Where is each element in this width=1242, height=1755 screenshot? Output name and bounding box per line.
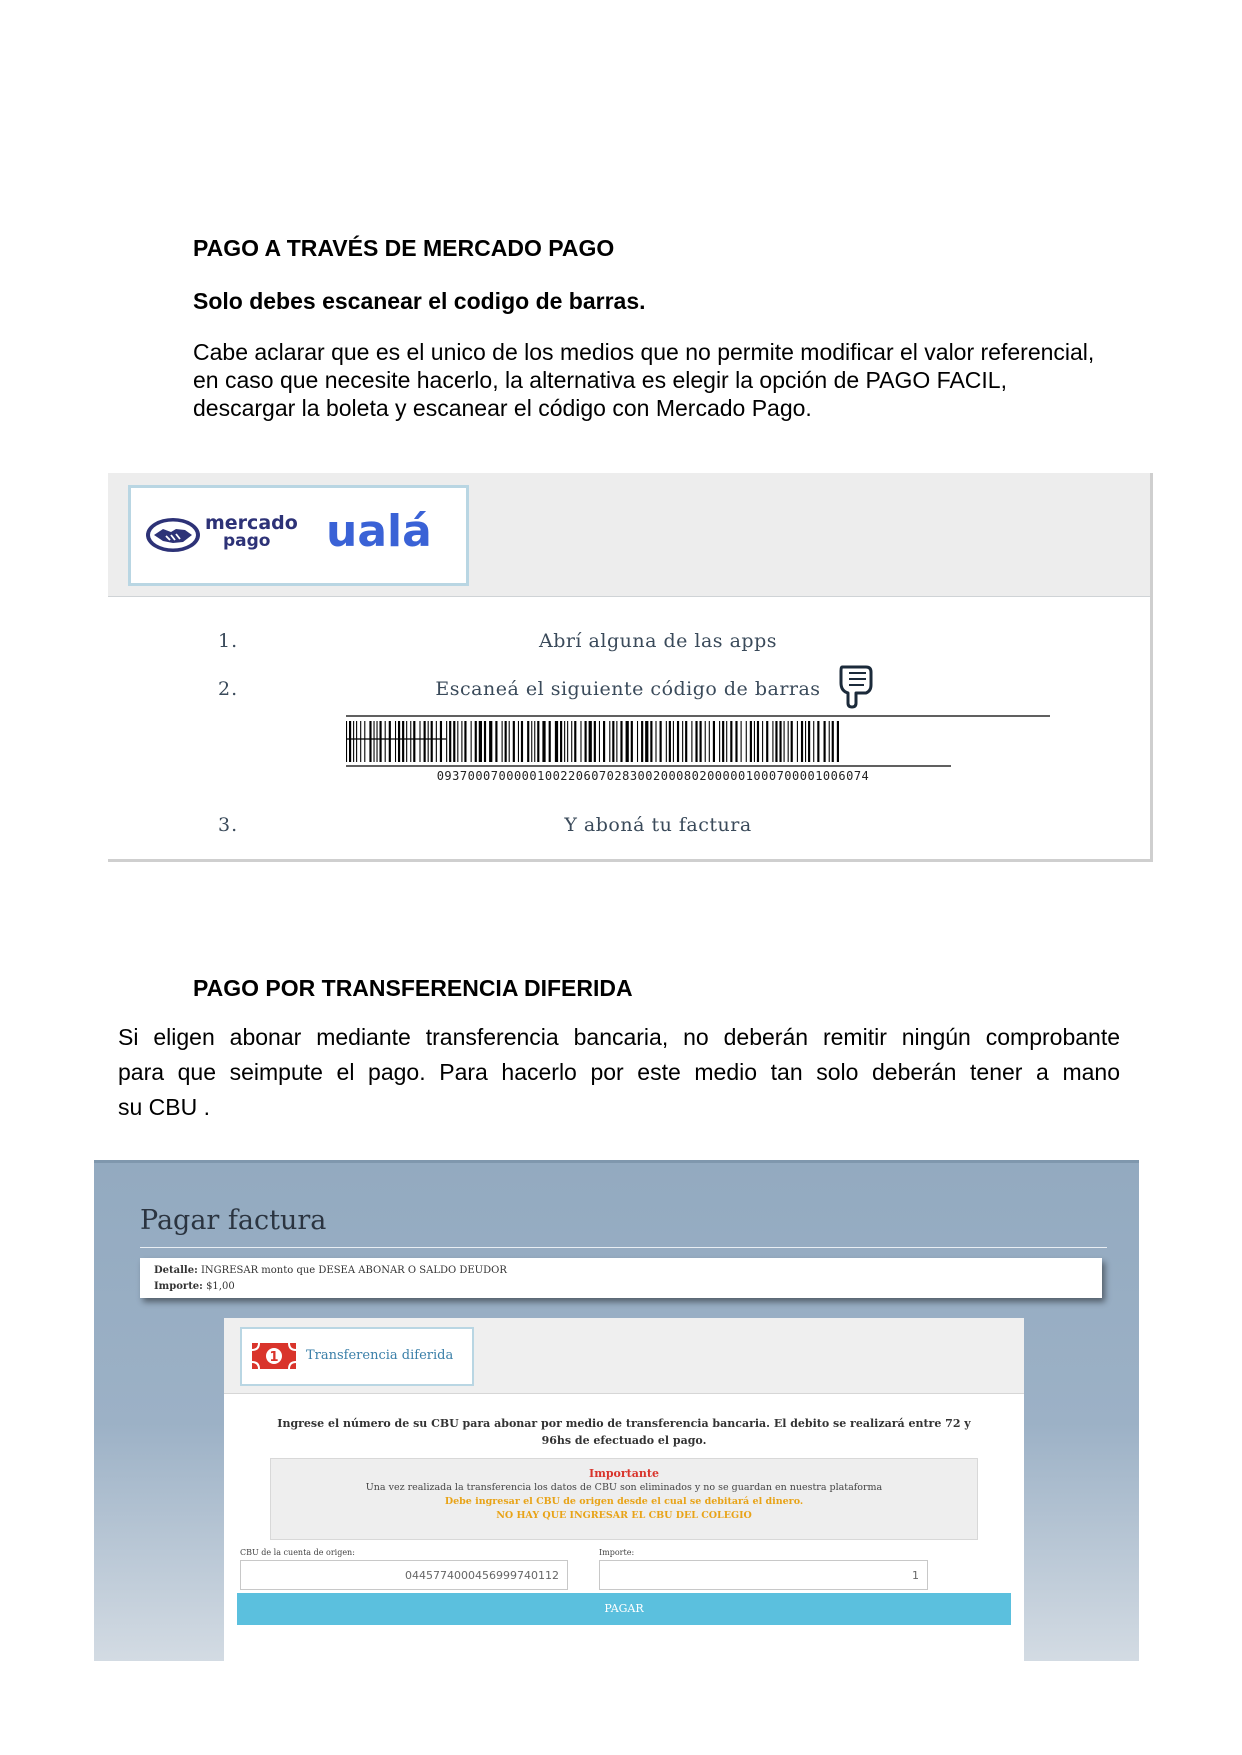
barcode-bar — [440, 721, 442, 762]
barcode-bar — [574, 721, 576, 762]
barcode-bar — [349, 721, 351, 762]
barcode-bar — [612, 721, 614, 762]
section2-paragraph — [118, 1020, 1120, 1125]
barcode-bar — [364, 721, 365, 762]
barcode-bar — [788, 721, 789, 762]
section2-heading: PAGO POR TRANSFERENCIA DIFERIDA — [193, 975, 633, 1001]
payment-apps-logos — [128, 485, 469, 586]
barcode-bar — [599, 721, 600, 762]
step-1-number: 1. — [218, 630, 239, 652]
barcode-bar — [413, 721, 415, 762]
barcode-bar — [369, 721, 371, 762]
barcode-bar — [406, 721, 407, 762]
barcode-bar — [479, 721, 482, 762]
barcode-bar — [549, 721, 551, 762]
banknote-icon — [251, 1342, 297, 1370]
barcode-bar — [513, 721, 515, 762]
title-divider — [140, 1247, 1107, 1248]
importe-field-label: Importe: — [599, 1548, 635, 1557]
barcode-bar — [666, 721, 667, 762]
page-title: Pagar factura — [140, 1205, 327, 1236]
step-2-number: 2. — [218, 678, 239, 700]
barcode-bar — [655, 721, 656, 762]
pago-logo-text: pago — [223, 531, 271, 551]
barcode-bar — [722, 721, 724, 762]
mp-panel-header — [108, 473, 1150, 597]
barcode-bar — [808, 721, 810, 762]
barcode-bar — [832, 721, 834, 762]
barcode-bar — [609, 721, 610, 762]
barcode-bar — [691, 721, 692, 762]
paragraph-line: descargar la boleta y escanear el código con Mercado Pago. — [193, 395, 812, 421]
barcode-bar — [824, 721, 826, 762]
step-1-text: Abrí alguna de las apps — [538, 630, 778, 652]
barcode-bar — [410, 721, 411, 762]
barcode-bar — [436, 721, 437, 762]
barcode-bar — [631, 721, 633, 762]
barcode-bar — [461, 721, 462, 762]
barcode-bar — [677, 721, 679, 762]
barcode-bar — [791, 721, 793, 762]
payment-card-header — [224, 1318, 1024, 1394]
barcode-bar — [505, 721, 507, 762]
barcode-bar — [650, 721, 652, 762]
barcode-bar — [779, 721, 781, 762]
barcode-bar — [685, 721, 687, 762]
transfer-instructions: Ingrese el número de su CBU para abonar por medio de transferencia bancaria. El debito se realizará entre 72 y 96hs de efectuado el pago. — [277, 1417, 971, 1447]
barcode-bar — [495, 721, 497, 762]
barcode-bar — [379, 721, 381, 762]
barcode-number: 09370007000001002206070283002000802000001000700001006074 — [436, 769, 870, 783]
barcode-bar — [431, 721, 433, 762]
barcode-bar — [555, 721, 558, 762]
barcode-bar — [571, 721, 572, 762]
barcode-bar — [531, 721, 532, 762]
important-notice — [270, 1458, 978, 1540]
barcode-bar — [471, 721, 472, 762]
barcode-bar — [353, 721, 354, 762]
paragraph-line: Cabe aclarar que es el unico de los medios que no permite modificar el valor referencial, — [193, 339, 1095, 365]
barcode-bar — [502, 721, 503, 762]
svg-text:1: 1 — [269, 1350, 279, 1365]
barcode-bar — [376, 721, 377, 762]
barcode-bar — [457, 721, 458, 762]
notice-line: Una vez realizada la transferencia los datos de CBU son eliminados y no se guardan en nuestra plataforma — [365, 1482, 883, 1493]
barcode-bar — [682, 721, 683, 762]
barcode-bar — [813, 721, 814, 762]
barcode-bar — [527, 721, 529, 762]
barcode-bar — [534, 721, 535, 762]
barcode-bar — [620, 721, 622, 762]
section1-subheading: Solo debes escanear el codigo de barras. — [193, 288, 646, 314]
barcode-bar — [616, 721, 617, 762]
barcode-bar — [750, 721, 752, 762]
barcode-bar — [705, 721, 706, 762]
barcode-bar — [797, 721, 798, 762]
barcode-bar — [817, 721, 819, 762]
uala-logo-text: ualá — [326, 506, 432, 557]
importe-value: $1,00 — [206, 1281, 235, 1292]
notice-title: Importante — [589, 1467, 659, 1480]
paragraph-line: para que seimpute el pago. Para hacerlo por este medio tan solo deberán tener a mano — [118, 1059, 1120, 1085]
detalle-value: INGRESAR monto que DESEA ABONAR O SALDO DEUDOR — [200, 1265, 507, 1276]
pay-button[interactable]: PAGAR — [237, 1593, 1011, 1625]
payment-card — [224, 1318, 1024, 1661]
section1-paragraph — [193, 338, 1193, 422]
barcode-bar — [775, 721, 777, 762]
paragraph-line: en caso que necesite hacerlo, la alternativa es elegir la opción de PAGO FACIL, — [193, 367, 1007, 393]
barcode-bar — [709, 721, 710, 762]
barcode-bar — [772, 721, 773, 762]
barcode-bar — [673, 721, 674, 762]
barcode-bar — [669, 721, 671, 762]
barcode-bar — [695, 721, 697, 762]
paragraph-line: su CBU . — [118, 1094, 211, 1120]
barcode-bar — [589, 721, 592, 762]
barcode-bar — [560, 721, 562, 762]
barcode-bar — [784, 721, 785, 762]
barcode-bar — [726, 721, 727, 762]
barcode-bar — [626, 721, 629, 762]
barcode-bar — [395, 721, 396, 762]
handshake-logo-icon — [145, 516, 201, 554]
paragraph-line: Si eligen abonar mediante transferencia bancaria, no deberán remitir ningún comprobante — [118, 1024, 1120, 1050]
step-3-number: 3. — [218, 814, 239, 836]
barcode-bar — [837, 721, 839, 762]
barcode-bar — [805, 721, 806, 762]
mercado-pago-panel — [108, 473, 1153, 862]
notice-line: NO HAY QUE INGRESAR EL CBU DEL COLEGIO — [496, 1510, 752, 1521]
pagar-factura-screenshot — [94, 1160, 1139, 1661]
barcode-bar — [385, 721, 386, 762]
barcode-bar — [700, 721, 702, 762]
cbu-input[interactable]: 0445774000456999740112 — [240, 1560, 568, 1590]
pointing-hand-icon — [836, 663, 876, 709]
barcode-bar — [464, 721, 466, 762]
detalle-row — [154, 1265, 507, 1276]
notice-line: Debe ingresar el CBU de origen desde el cual se debitará el dinero. — [444, 1496, 804, 1507]
barcode-bar — [754, 721, 755, 762]
barcode-bar — [660, 721, 662, 762]
barcode-bar — [446, 721, 447, 762]
barcode-bar — [766, 721, 768, 762]
section1-heading: PAGO A TRAVÉS DE MERCADO PAGO — [193, 235, 615, 261]
invoice-detail-box — [140, 1258, 1102, 1298]
barcode-bar — [580, 721, 581, 762]
importe-row — [154, 1281, 235, 1292]
step-2-text: Escaneá el siguiente código de barras — [435, 678, 821, 700]
barcode-bar — [564, 721, 565, 762]
barcode-bar — [537, 721, 539, 762]
cbu-field-label: CBU de la cuenta de origen: — [240, 1548, 355, 1557]
barcode-bar — [424, 721, 426, 762]
barcode — [346, 713, 1050, 777]
barcode-bar — [542, 721, 545, 762]
barcode-bar — [637, 721, 638, 762]
barcode-bar — [449, 721, 451, 762]
barcode-bar — [509, 721, 510, 762]
barcode-bar — [484, 721, 486, 762]
barcode-bar — [713, 721, 715, 762]
barcode-bar — [746, 721, 747, 762]
barcode-bar — [645, 721, 648, 762]
detalle-label: Detalle: — [154, 1265, 198, 1276]
barcode-bar — [735, 721, 737, 762]
barcode-bar — [346, 721, 347, 762]
barcode-bar — [453, 721, 455, 762]
barcode-bar — [641, 721, 643, 762]
barcode-bar — [594, 721, 596, 762]
barcode-bar — [389, 721, 391, 762]
mercado-logo-text: mercado — [205, 512, 298, 534]
barcode-bar — [801, 721, 803, 762]
barcode-bar — [373, 721, 374, 762]
method-label: Transferencia diferida — [306, 1348, 454, 1363]
barcode-bar — [360, 721, 361, 762]
transferencia-diferida-option[interactable] — [240, 1327, 474, 1386]
barcode-bar — [419, 721, 420, 762]
barcode-bar — [719, 721, 720, 762]
barcode-bar — [829, 721, 830, 762]
barcode-bar — [428, 721, 429, 762]
barcode-bar — [603, 721, 605, 762]
barcode-bar — [757, 721, 759, 762]
barcode-bar — [521, 721, 523, 762]
barcode-bar — [489, 721, 492, 762]
barcode-bar — [356, 721, 357, 762]
barcode-bar — [741, 721, 742, 762]
step-3-text: Y aboná tu factura — [564, 814, 752, 836]
barcode-bar — [730, 721, 732, 762]
importe-label: Importe: — [154, 1281, 203, 1292]
barcode-bar — [398, 721, 400, 762]
barcode-bar — [762, 721, 763, 762]
barcode-bar — [567, 721, 568, 762]
importe-input[interactable]: 1 — [599, 1560, 928, 1590]
barcode-bar — [585, 721, 587, 762]
barcode-bar — [402, 721, 404, 762]
barcode-bar — [518, 721, 519, 762]
barcode-bar — [475, 721, 477, 762]
